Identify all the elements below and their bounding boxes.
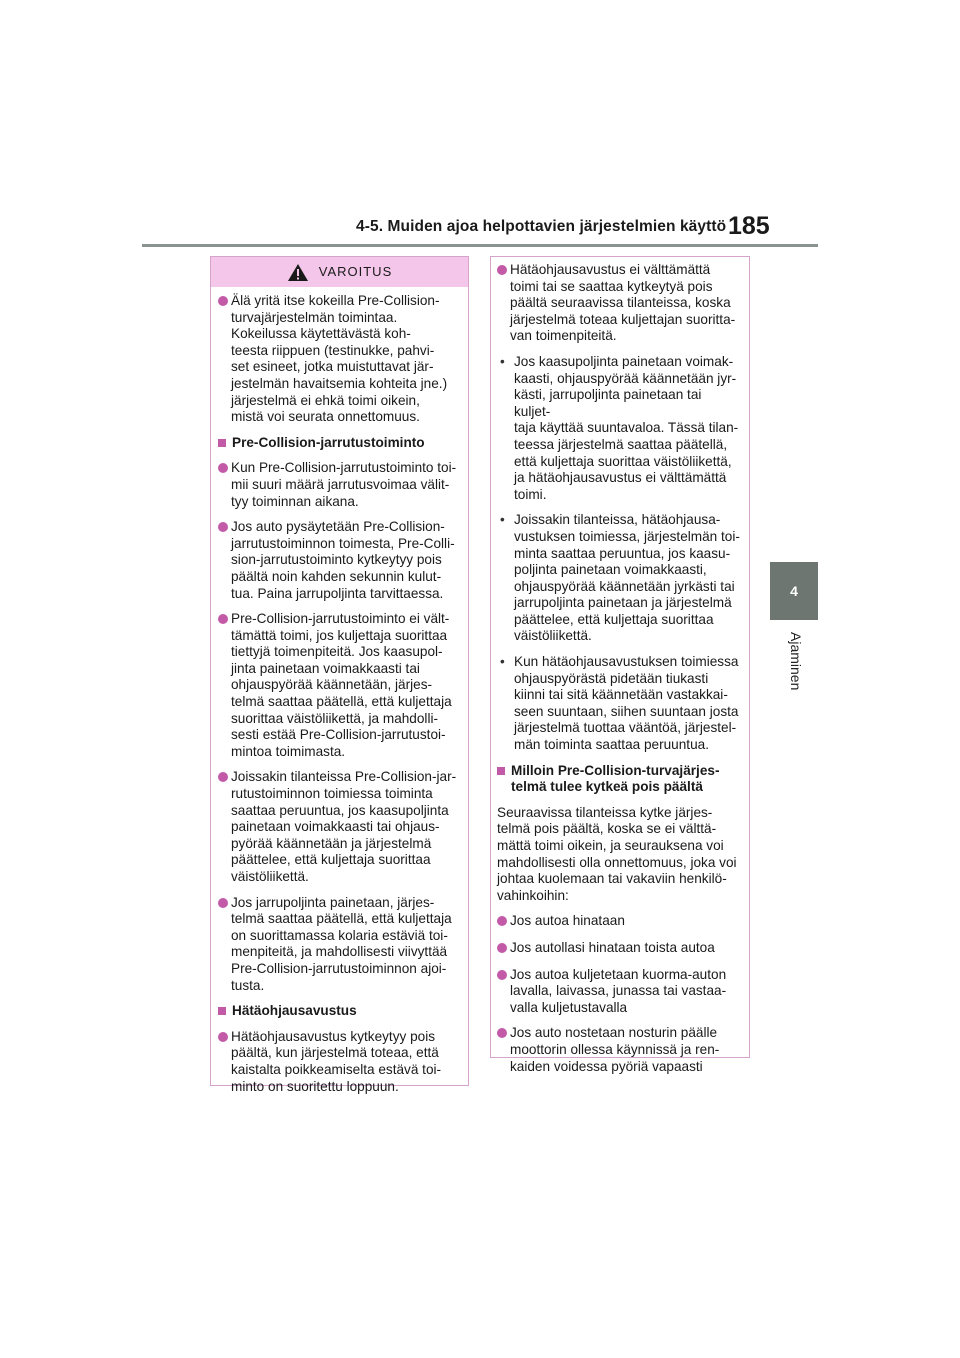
list-item <box>218 293 458 426</box>
item-text: Älä yritä itse kokeilla Pre-Collision- turvajärjestelmän toimintaa. Kokeilussa käytettävästä koh- teesta riippuen (testinukke, pahvi- set esineet, jotka muistuttavat jär- jestelmän havaitsemia kohteita jne.) järjestelmä ei ehkä toimi oikein, mistä voi seurata onnettomuus. <box>231 293 448 425</box>
item-text: Kun hätäohjausavustuksen toimiessa ohjauspyörästä pidetään tiukasti kiinni tai sitä käännetään vastakkai- seen suuntaan, siihen suuntaan josta järjestelmä tuottaa vääntöä, järjestel- män toiminta saattaa peruuntua. <box>514 654 739 753</box>
item-text: Pre-Collision-jarrutustoiminto ei vält- tämättä toimi, jos kuljettaja suorittaa tiettyjä toimenpiteitä. Jos kaasupol- jinta painetaan voimakkaasti tai ohjauspyörää käännetään, järjes- telmä saattaa päätellä, että kuljettaja suorittaa väistöliikettä, ja mahdolli- sesti estää Pre-Collision-jarrutustoi- mintoa toimimasta. <box>231 611 452 759</box>
circle-bullet-icon <box>218 895 228 913</box>
list-item <box>497 967 741 1017</box>
square-bullet-icon <box>218 1003 229 1020</box>
section-heading <box>218 435 458 452</box>
item-text: Pre-Collision-jarrutustoiminto <box>232 434 425 450</box>
paragraph: Seuraavissa tilanteissa kytke järjes- telmä pois päältä, koska se ei välttä- mättä toimi oikein, ja seurauksena voi mahdollisesti olla onnettomuus, joka voi johtaa kuolemaan tai vakaviin henkilö- vahinkoihin: <box>497 804 737 903</box>
list-item <box>497 654 741 754</box>
circle-bullet-icon <box>497 913 507 931</box>
item-text: Hätäohjausavustus ei välttämättä toimi tai se saattaa kytkeytyä pois päältä seuraavissa tilanteissa, koska järjestelmä toteaa kuljettajan suoritta- van toimenpiteitä. <box>510 262 736 344</box>
circle-bullet-icon <box>218 769 228 787</box>
bullet-dot-icon: • <box>500 654 505 670</box>
section-heading <box>497 763 741 796</box>
section-heading <box>218 1003 458 1020</box>
bullet-dot-icon: • <box>500 353 505 369</box>
list-item <box>497 354 741 503</box>
circle-bullet-icon <box>497 262 507 280</box>
header-divider <box>142 244 818 247</box>
item-text: Hätäohjausavustus kytkeytyy pois päältä, kun järjestelmä toteaa, että kaistalta poikkeamiselta estävä toi- minto on suoritettu loppuun. <box>231 1028 442 1094</box>
item-text: Jos auto pysäytetään Pre-Collision- jarrutustoiminnon toimesta, Pre-Colli- sion-jarrutustoiminto kytkeytyy pois päältä noin kahden sekunnin kulut- tua. Paina jarrupoljinta tarvittaessa. <box>231 519 455 601</box>
list-item <box>218 460 458 510</box>
item-text: Jos autoa kuljetetaan kuorma-auton lavalla, laivassa, junassa tai vastaa- valla kuljetustavalla <box>510 966 727 1015</box>
item-text: Milloin Pre-Collision-turvajärjes- telmä tulee kytkeä pois päältä <box>511 762 720 795</box>
square-bullet-icon <box>218 435 229 452</box>
item-text: Jos autoa hinataan <box>510 913 625 929</box>
list-item <box>218 1029 458 1095</box>
warning-content <box>211 287 468 1095</box>
item-text: Jos kaasupoljinta painetaan voimak- kaasti, ohjauspyörää käännetään jyr- kästi, jarrupoljinta painetaan tai kuljet- taja käyttää suuntavaloa. Tässä tilan- teessa järjestelmä saattaa päätellä, että kuljettaja suorittaa väistöliikettä, ja hätäohjausavustus ei välttämättä toimi. <box>514 353 739 502</box>
list-item <box>497 262 741 345</box>
list-item <box>497 512 741 645</box>
warning-header <box>211 257 468 287</box>
circle-bullet-icon <box>218 460 228 478</box>
list-item <box>497 913 741 931</box>
circle-bullet-icon <box>218 519 228 537</box>
bullet-dot-icon: • <box>500 512 505 528</box>
continued-box <box>490 256 750 1074</box>
item-text: Hätäohjausavustus <box>232 1003 357 1019</box>
chapter-number: 4 <box>790 583 798 599</box>
chapter-tab[interactable] <box>770 562 818 620</box>
list-item <box>218 769 458 885</box>
page-number: 185 <box>728 212 770 240</box>
circle-bullet-icon <box>497 1025 507 1043</box>
warning-triangle-icon <box>287 263 309 282</box>
circle-bullet-icon <box>218 293 228 311</box>
item-text: Jos auto nostetaan nosturin päälle moottorin ollessa käynnissä ja ren- kaiden voidessa pyöriä vapaasti <box>510 1025 720 1074</box>
circle-bullet-icon <box>218 1029 228 1047</box>
item-text: Kun Pre-Collision-jarrutustoiminto toi- mii suuri määrä jarrutusvoimaa välit- tyy toiminnan aikana. <box>231 460 457 509</box>
list-item <box>218 895 458 995</box>
list-item <box>218 519 458 602</box>
warning-title: VAROITUS <box>318 263 393 279</box>
item-text: Joissakin tilanteissa Pre-Collision-jar- rutustoiminnon toimiessa toiminta saattaa peruuntua, jos kaasupoljinta painetaan voimakkaasti tai ohjaus- pyörää käännetään ja järjestelmä päättelee, että kuljettaja suorittaa väistöliikettä. <box>231 769 457 884</box>
list-item <box>497 940 741 958</box>
square-bullet-icon <box>497 763 508 780</box>
section-title: 4-5. Muiden ajoa helpottavien järjestelmien käyttö <box>356 218 727 235</box>
list-item <box>497 1025 741 1075</box>
chapter-label: Ajaminen <box>788 632 804 691</box>
circle-bullet-icon <box>497 967 507 985</box>
item-text: Jos jarrupoljinta painetaan, järjes- telmä saattaa päätellä, että kuljettaja on suorittamassa kolaria estäviä toi- menpiteitä, ja mahdollisesti viivyttää Pre-Collision-jarrutustoiminnon ajoi- tusta. <box>231 894 452 993</box>
circle-bullet-icon <box>218 611 228 629</box>
item-text: Jos autollasi hinataan toista autoa <box>510 939 715 955</box>
warning-box <box>210 256 469 1094</box>
circle-bullet-icon <box>497 940 507 958</box>
list-item <box>218 611 458 760</box>
item-text: Joissakin tilanteissa, hätäohjausa- vustuksen toimiessa, järjestelmän toi- minta saattaa peruuntua, jos kaasu- poljinta painetaan voimakkaasti, ohjauspyörää käännetään jyrkästi tai jarrupoljinta painetaan ja järjestelmä päättelee, että kuljettaja suorittaa väistöliikettä. <box>514 512 740 644</box>
